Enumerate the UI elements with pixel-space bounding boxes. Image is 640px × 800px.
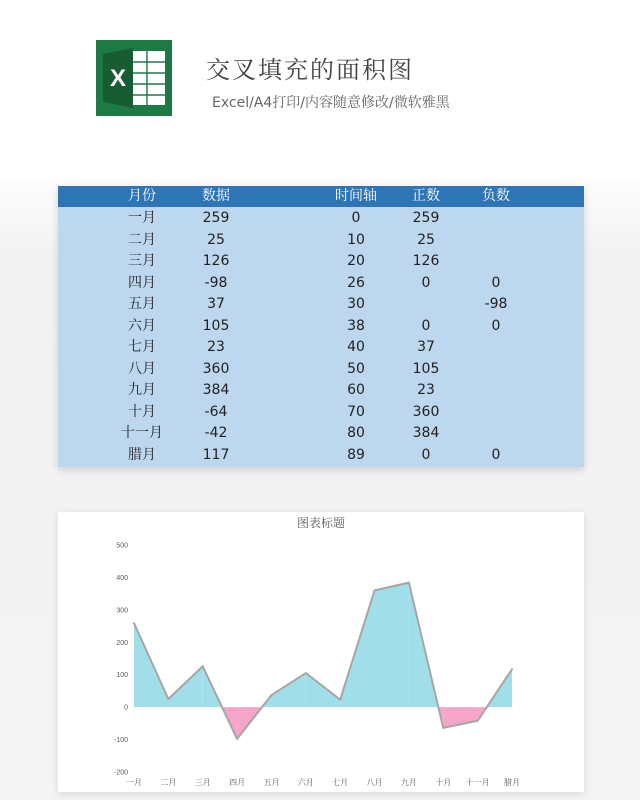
table-row	[58, 445, 584, 466]
cell-data[interactable]: 117	[202, 446, 230, 463]
x-tick-label: 四月	[229, 778, 246, 787]
cell-data[interactable]: 25	[207, 231, 225, 248]
data-point[interactable]	[133, 622, 135, 624]
table-row	[58, 316, 584, 337]
cell-month[interactable]: 十月	[128, 403, 156, 420]
y-tick-label: 300	[116, 607, 128, 615]
logo-letter: X	[109, 65, 127, 92]
table-row	[58, 380, 584, 401]
cell-negative[interactable]: -98	[484, 296, 508, 312]
x-tick-label: 三月	[194, 778, 211, 787]
positive-area-segment	[375, 583, 409, 708]
cell-negative[interactable]: 0	[491, 317, 501, 334]
cell-positive[interactable]: 259	[412, 210, 440, 226]
column-header-data[interactable]: 数据	[202, 188, 230, 204]
cell-positive[interactable]: 0	[421, 317, 431, 334]
cell-timeline[interactable]: 40	[347, 339, 365, 355]
data-point[interactable]	[339, 699, 341, 701]
page-subtitle: Excel/A4打印/内容随意修改/微软雅黑	[212, 95, 450, 111]
y-tick-label: 500	[116, 542, 128, 550]
table-row	[58, 423, 584, 444]
cell-positive[interactable]: 384	[412, 425, 440, 441]
cell-timeline[interactable]: 50	[347, 360, 365, 377]
data-point[interactable]	[202, 665, 204, 667]
column-header-month[interactable]: 月份	[128, 188, 156, 204]
x-tick-label: 一月	[126, 778, 142, 787]
cell-data[interactable]: 384	[202, 382, 230, 398]
cell-positive[interactable]: 126	[412, 253, 440, 269]
cell-month[interactable]: 五月	[128, 296, 156, 312]
table-row	[58, 359, 584, 380]
table-row	[58, 294, 584, 315]
cell-month[interactable]: 九月	[128, 382, 156, 398]
cell-negative[interactable]: 0	[491, 274, 501, 291]
y-tick-label: 200	[116, 639, 128, 647]
cell-positive[interactable]: 37	[417, 339, 435, 355]
chart-title: 图表标题	[296, 516, 346, 530]
cell-timeline[interactable]: 20	[347, 253, 365, 269]
cell-positive[interactable]: 360	[412, 403, 440, 420]
cell-month[interactable]: 十一月	[121, 425, 163, 441]
header	[0, 0, 640, 180]
cell-data[interactable]: 105	[202, 317, 230, 334]
cell-data[interactable]: 23	[207, 339, 225, 355]
column-header-negative[interactable]: 负数	[482, 188, 510, 204]
x-tick-label: 六月	[297, 778, 314, 787]
x-tick-label: 二月	[160, 778, 177, 787]
table-row	[58, 230, 584, 251]
cell-month[interactable]: 七月	[128, 339, 156, 355]
data-point[interactable]	[477, 720, 479, 722]
table-row	[58, 273, 584, 294]
cell-month[interactable]: 八月	[128, 360, 156, 377]
cell-month[interactable]: 腊月	[128, 446, 156, 463]
cell-timeline[interactable]: 0	[351, 210, 361, 226]
x-tick-label: 十月	[435, 778, 452, 787]
data-point[interactable]	[167, 698, 169, 700]
cell-positive[interactable]: 0	[421, 274, 431, 291]
data-point[interactable]	[511, 668, 513, 670]
area-chart	[58, 512, 584, 792]
y-tick-label: -200	[113, 769, 128, 777]
data-point[interactable]	[236, 738, 238, 740]
y-tick-label: 100	[116, 672, 128, 680]
cell-timeline[interactable]: 10	[347, 231, 365, 248]
excel-logo-icon	[96, 40, 172, 116]
positive-area-segment	[271, 673, 305, 707]
cell-month[interactable]: 六月	[128, 317, 156, 334]
x-tick-label: 九月	[400, 778, 417, 787]
table-row	[58, 337, 584, 358]
table-row	[58, 402, 584, 423]
data-point[interactable]	[374, 589, 376, 591]
data-point[interactable]	[442, 727, 444, 729]
cell-positive[interactable]: 23	[417, 382, 435, 398]
table-header	[58, 186, 584, 207]
cell-timeline[interactable]: 70	[347, 403, 365, 420]
data-point[interactable]	[408, 582, 410, 584]
cell-timeline[interactable]: 38	[347, 317, 365, 334]
cell-positive[interactable]: 25	[417, 231, 435, 248]
table-row	[58, 251, 584, 272]
chart-card	[58, 512, 584, 792]
cell-negative[interactable]: 0	[491, 446, 501, 463]
data-table	[58, 186, 584, 467]
cell-timeline[interactable]: 30	[347, 296, 365, 312]
cell-data[interactable]: -42	[204, 425, 228, 441]
x-tick-label: 十一月	[465, 778, 490, 787]
cell-timeline[interactable]: 80	[347, 425, 365, 441]
cell-data[interactable]: 360	[202, 360, 230, 377]
cell-month[interactable]: 二月	[128, 231, 156, 248]
column-header-timeline[interactable]: 时间轴	[335, 188, 377, 204]
cell-data[interactable]: 37	[207, 296, 225, 312]
column-header-positive[interactable]: 正数	[412, 188, 440, 204]
cell-data[interactable]: -64	[204, 403, 228, 420]
cell-data[interactable]: -98	[204, 274, 228, 291]
cell-data[interactable]: 259	[202, 210, 230, 226]
cell-timeline[interactable]: 26	[347, 274, 365, 291]
cell-month[interactable]: 四月	[128, 274, 156, 291]
cell-positive[interactable]: 105	[412, 360, 440, 377]
cell-positive[interactable]: 0	[421, 446, 431, 463]
x-tick-label: 五月	[263, 778, 280, 787]
cell-timeline[interactable]: 89	[347, 446, 365, 463]
data-point[interactable]	[270, 694, 272, 696]
cell-timeline[interactable]: 60	[347, 382, 365, 398]
y-tick-label: 0	[124, 704, 128, 712]
page-title: 交叉填充的面积图	[206, 56, 414, 84]
x-tick-label: 腊月	[504, 778, 520, 787]
x-tick-label: 七月	[332, 778, 349, 787]
y-tick-label: -100	[113, 737, 128, 745]
table-row	[58, 208, 584, 229]
data-point[interactable]	[305, 672, 307, 674]
x-tick-label: 八月	[366, 778, 383, 787]
y-tick-label: 400	[116, 574, 128, 582]
cell-data[interactable]: 126	[202, 253, 230, 269]
cell-month[interactable]: 三月	[128, 253, 156, 269]
cell-month[interactable]: 一月	[128, 210, 156, 226]
